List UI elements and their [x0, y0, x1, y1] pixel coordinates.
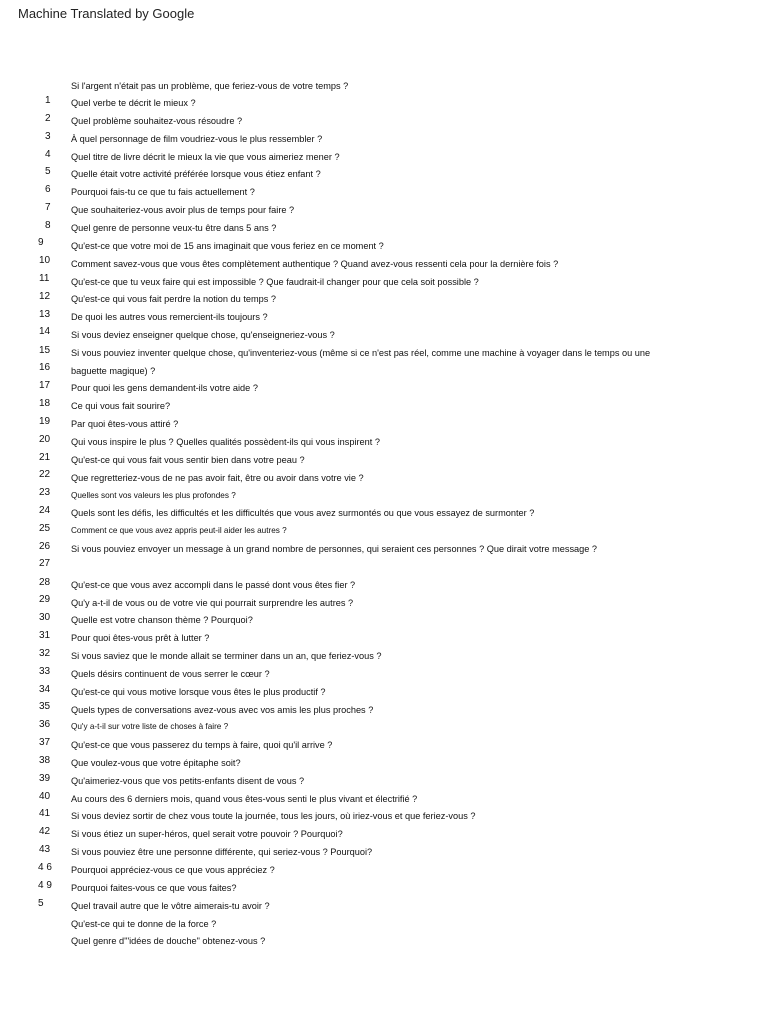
- question-item: Ce qui vous fait sourire?: [71, 401, 171, 411]
- line-number: 11: [39, 273, 50, 284]
- line-number: 12: [39, 291, 51, 302]
- line-number: 4: [45, 149, 51, 160]
- question-item: Qu'est-ce que tu veux faire qui est impossible ? Que faudrait-il changer pour que cela soit possible ?: [71, 277, 479, 287]
- question-item: Pourquoi fais-tu ce que tu fais actuellement ?: [71, 187, 255, 197]
- line-number: 26: [39, 541, 51, 552]
- question-item: Quel genre de personne veux-tu être dans 5 ans ?: [71, 223, 277, 233]
- line-number: 4 9: [38, 880, 52, 891]
- line-number: 35: [39, 701, 51, 712]
- question-item: Quel verbe te décrit le mieux ?: [71, 98, 196, 108]
- question-item: Si vous pouviez envoyer un message à un grand nombre de personnes, qui seraient ces personnes ? Que dirait votre message ?: [71, 544, 598, 554]
- line-number: 5: [38, 898, 44, 909]
- question-item: Quelles sont vos valeurs les plus profondes ?: [71, 491, 236, 500]
- question-item: baguette magique) ?: [71, 366, 156, 376]
- question-item: Quels types de conversations avez-vous avec vos amis les plus proches ?: [71, 705, 374, 715]
- line-number: 29: [39, 594, 51, 605]
- question-item: Quel travail autre que le vôtre aimerais-tu avoir ?: [71, 901, 270, 911]
- question-item: De quoi les autres vous remercient-ils toujours ?: [71, 312, 268, 322]
- line-number: 4 6: [38, 862, 52, 873]
- question-item: Pour quoi êtes-vous prêt à lutter ?: [71, 633, 210, 643]
- question-item: Que souhaiteriez-vous avoir plus de temps pour faire ?: [71, 205, 295, 215]
- line-number: 41: [39, 808, 51, 819]
- line-number: 5: [45, 166, 51, 177]
- line-number: 1: [45, 95, 51, 106]
- question-item: Quel genre d'"idées de douche" obtenez-vous ?: [71, 936, 266, 946]
- line-number: 34: [39, 684, 51, 695]
- line-number: 21: [39, 452, 51, 463]
- line-number: 22: [39, 469, 51, 480]
- line-number: 7: [45, 202, 51, 213]
- line-number: 27: [39, 558, 51, 569]
- question-item: Quelle est votre chanson thème ? Pourquoi?: [71, 615, 253, 625]
- line-number: 9: [38, 237, 44, 248]
- question-item: Que voulez-vous que votre épitaphe soit?: [71, 758, 241, 768]
- question-item: Si vous étiez un super-héros, quel serait votre pouvoir ? Pourquoi?: [71, 829, 343, 839]
- line-number: 40: [39, 791, 51, 802]
- question-item: Qu'est-ce qui te donne de la force ?: [71, 919, 217, 929]
- line-number: 43: [39, 844, 51, 855]
- question-item: Qu'y a-t-il sur votre liste de choses à faire ?: [71, 722, 229, 731]
- line-number: 18: [39, 398, 51, 409]
- line-number: 24: [39, 505, 51, 516]
- line-number: 28: [39, 577, 51, 588]
- question-item: Pourquoi appréciez-vous ce que vous appréciez ?: [71, 865, 275, 875]
- question-item: Qu'est-ce que vous passerez du temps à faire, quoi qu'il arrive ?: [71, 740, 333, 750]
- question-item: Si vous deviez sortir de chez vous toute la journée, tous les jours, où iriez-vous et que feriez-vous ?: [71, 811, 476, 821]
- question-item: Qu'est-ce qui vous motive lorsque vous êtes le plus productif ?: [71, 687, 326, 697]
- line-number: 36: [39, 719, 51, 730]
- question-item: Que regretteriez-vous de ne pas avoir fait, être ou avoir dans votre vie ?: [71, 473, 364, 483]
- line-number: 33: [39, 666, 51, 677]
- line-number: 19: [39, 416, 51, 427]
- question-item: Qu'est-ce qui vous fait vous sentir bien dans votre peau ?: [71, 455, 305, 465]
- line-number: 10: [39, 255, 51, 266]
- line-number: 32: [39, 648, 51, 659]
- question-item: Quel problème souhaitez-vous résoudre ?: [71, 116, 243, 126]
- question-item: Pourquoi faites-vous ce que vous faites?: [71, 883, 237, 893]
- line-number: 42: [39, 826, 51, 837]
- line-number: 13: [39, 309, 51, 320]
- question-item: Qu'est-ce que votre moi de 15 ans imaginait que vous feriez en ce moment ?: [71, 241, 384, 251]
- line-number: 16: [39, 362, 51, 373]
- question-item: Qu'est-ce qui vous fait perdre la notion du temps ?: [71, 294, 277, 304]
- question-item: Si vous pouviez être une personne différente, qui seriez-vous ? Pourquoi?: [71, 847, 373, 857]
- question-item: Quel titre de livre décrit le mieux la vie que vous aimeriez mener ?: [71, 152, 340, 162]
- question-item: Comment ce que vous avez appris peut-il aider les autres ?: [71, 526, 287, 535]
- line-number: 2: [45, 113, 51, 124]
- question-item: Si vous saviez que le monde allait se terminer dans un an, que feriez-vous ?: [71, 651, 382, 661]
- question-item: Qu'y a-t-il de vous ou de votre vie qui pourrait surprendre les autres ?: [71, 598, 354, 608]
- line-number: 6: [45, 184, 51, 195]
- question-item: Qu'aimeriez-vous que vos petits-enfants disent de vous ?: [71, 776, 305, 786]
- line-number: 30: [39, 612, 51, 623]
- question-item: Si l'argent n'était pas un problème, que feriez-vous de votre temps ?: [71, 81, 349, 91]
- question-item: Pour quoi les gens demandent-ils votre aide ?: [71, 383, 258, 393]
- question-item: Si vous deviez enseigner quelque chose, qu'enseigneriez-vous ?: [71, 330, 335, 340]
- line-number: 38: [39, 755, 51, 766]
- line-number: 31: [39, 630, 51, 641]
- line-number: 17: [39, 380, 51, 391]
- question-item: Quels désirs continuent de vous serrer le cœur ?: [71, 669, 270, 679]
- question-item: Comment savez-vous que vous êtes complètement authentique ? Quand avez-vous ressenti cela pour la dernière fois ?: [71, 259, 559, 269]
- question-item: Qui vous inspire le plus ? Quelles qualités possèdent-ils qui vous inspirent ?: [71, 437, 380, 447]
- question-item: Au cours des 6 derniers mois, quand vous êtes-vous senti le plus vivant et électrifié ?: [71, 794, 418, 804]
- line-number: 3: [45, 131, 51, 142]
- question-item: Quelle était votre activité préférée lorsque vous étiez enfant ?: [71, 169, 321, 179]
- line-number: 39: [39, 773, 51, 784]
- page-header: Machine Translated by Google: [18, 6, 195, 21]
- question-item: Si vous pouviez inventer quelque chose, qu'inventeriez-vous (même si ce n'est pas réel, comme une machine à voyager dans le temps ou une: [71, 348, 651, 358]
- question-item: Par quoi êtes-vous attiré ?: [71, 419, 179, 429]
- line-number: 37: [39, 737, 51, 748]
- line-number: 20: [39, 434, 51, 445]
- line-number: 15: [39, 345, 51, 356]
- question-item: Quels sont les défis, les difficultés et les difficultés que vous avez surmontés ou que vous essayez de surmonter ?: [71, 508, 535, 518]
- line-number: 14: [39, 326, 51, 337]
- line-number: 25: [39, 523, 51, 534]
- line-number: 8: [45, 220, 51, 231]
- line-number: 23: [39, 487, 51, 498]
- question-item: Qu'est-ce que vous avez accompli dans le passé dont vous êtes fier ?: [71, 580, 356, 590]
- question-item: À quel personnage de film voudriez-vous le plus ressembler ?: [71, 134, 323, 144]
